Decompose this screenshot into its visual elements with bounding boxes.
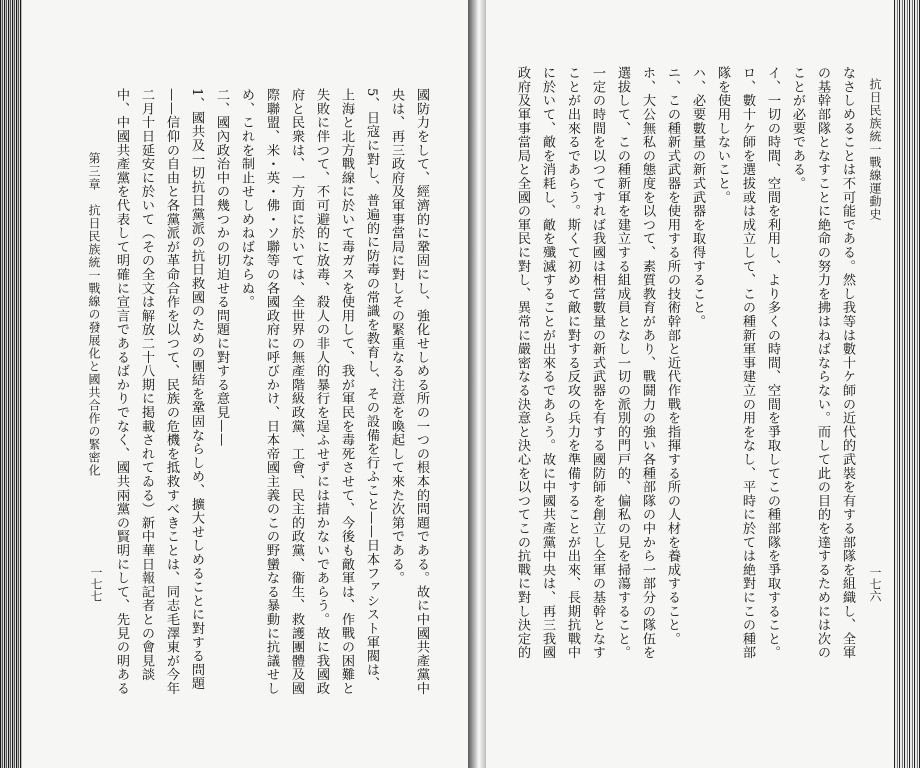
right-page <box>486 0 894 768</box>
left-page <box>22 0 468 768</box>
right-paragraph: 一定の時間を以つてすれば我國は相當數量の新式武器を有する國防師を創立し全軍の基幹となすことが出來るであらう。斯くて初めて敵に對する反攻の兵力を準備することが出來、長期抗戰中に於いて、敵を消耗し、敵を殲滅することが出來るであらう。故に中國共產黨中央は、再三我國政府及軍事當局と全國の軍民に對し、異常に嚴密なる決意と決心を以つてこの抗戰に對し決定的 <box>515 66 605 660</box>
right-paragraph: イ、一切の時間、空間を利用し、より多くの時間、空間を爭取してこの種部隊を爭取すること。 <box>765 66 780 660</box>
left-paragraph: 5、日寇に對し、普遍的に防毒の常識を教育し、その設備を行ふこと——日本ファシスト軍閥は、上海と北方戰線に於いて毒ガスを使用して、我が軍民を毒死させて、今後も敵軍は、作戰の困難と失敗に伴つて、不可避的に放毒、殺人の非人的暴行を逞ふせずには措かないであらう。故に我國政府と民衆は、一方面に於いては、全世界の無產階級政黨、工會、民主的政黨、衞生、救護團體及國際聯盟、米・英・佛・ソ聯等の各國政府に呼びかけ、日本帝國主義のこの野蠻なる暴動に抗議せしめ、これを制止せしめねばならぬ。 <box>239 88 379 696</box>
left-paragraph: 1、國共及一切抗日黨派の抗日救國のための團結を鞏固ならしめ、擴大せしめることに對する問題——信仰の自由と各黨派が革命合作を以つて、民族の危機を抵救すべきことは、同志毛澤東が今年二月十日延安に於いて（その全文は解放二十八期に掲載されてゐる）新中華日報記者との會見談中、中國共產黨を代表して明確に宣言であるばかりでなく、國共兩黨の賢明にして、先見の明ある <box>114 88 204 696</box>
page-stack-edge-right <box>894 0 920 768</box>
right-page-number: 一七六 <box>868 566 882 602</box>
book-gutter <box>468 0 486 768</box>
right-paragraph: なさしめることは不可能である。然し我等は數十ケ師の近代的武裝を有する部隊を組織し、全軍の基幹部隊となすことに絶命の努力を拂はねばならない。而して此の目的を達するためには次のことが必要である。 <box>790 66 855 660</box>
left-paragraph: 二、國內政治中の幾つかの切迫せる問題に對する意見—— <box>214 88 229 447</box>
right-paragraph: ニ、この種新式武器を使用する所の技術幹部と近代作戰を指揮する所の人材を養成すること。 <box>665 66 680 646</box>
left-paragraph: 國防力をして、經濟的に鞏固にし、強化せしめる所の一つの根本的問題である。故に中國共產黨中央は、再三政府及軍事當局に對しその緊重なる注意を喚起して來た次第である。 <box>389 88 429 696</box>
right-page-body <box>514 66 860 660</box>
left-running-head: 第三章 抗日民族統一戰線の發展化と國共合作の緊密化 <box>87 152 101 477</box>
right-running-head: 抗日民族統一戰線運動史 <box>868 78 882 221</box>
left-page-number: 一七七 <box>89 566 103 602</box>
page-stack-edge-left <box>0 0 22 768</box>
left-page-body <box>112 88 434 698</box>
right-paragraph: ハ、必要數量の新式武器を取得すること。 <box>690 66 705 329</box>
right-paragraph: ホ、大公無私の態度を以つて、素質教育があり、戰鬪力の強い各種部隊の中から一部分の隊伍を選拔して、この種新軍を建立する組成員となし一切の派別的門戸的、偏私の見を掃蕩すること。 <box>615 66 655 660</box>
right-paragraph: ロ、數十ケ師を選拔或は成立して、この種新軍事建立の用をなし、平時に於ては絶對にこの種部隊を使用しないこと。 <box>715 66 755 660</box>
